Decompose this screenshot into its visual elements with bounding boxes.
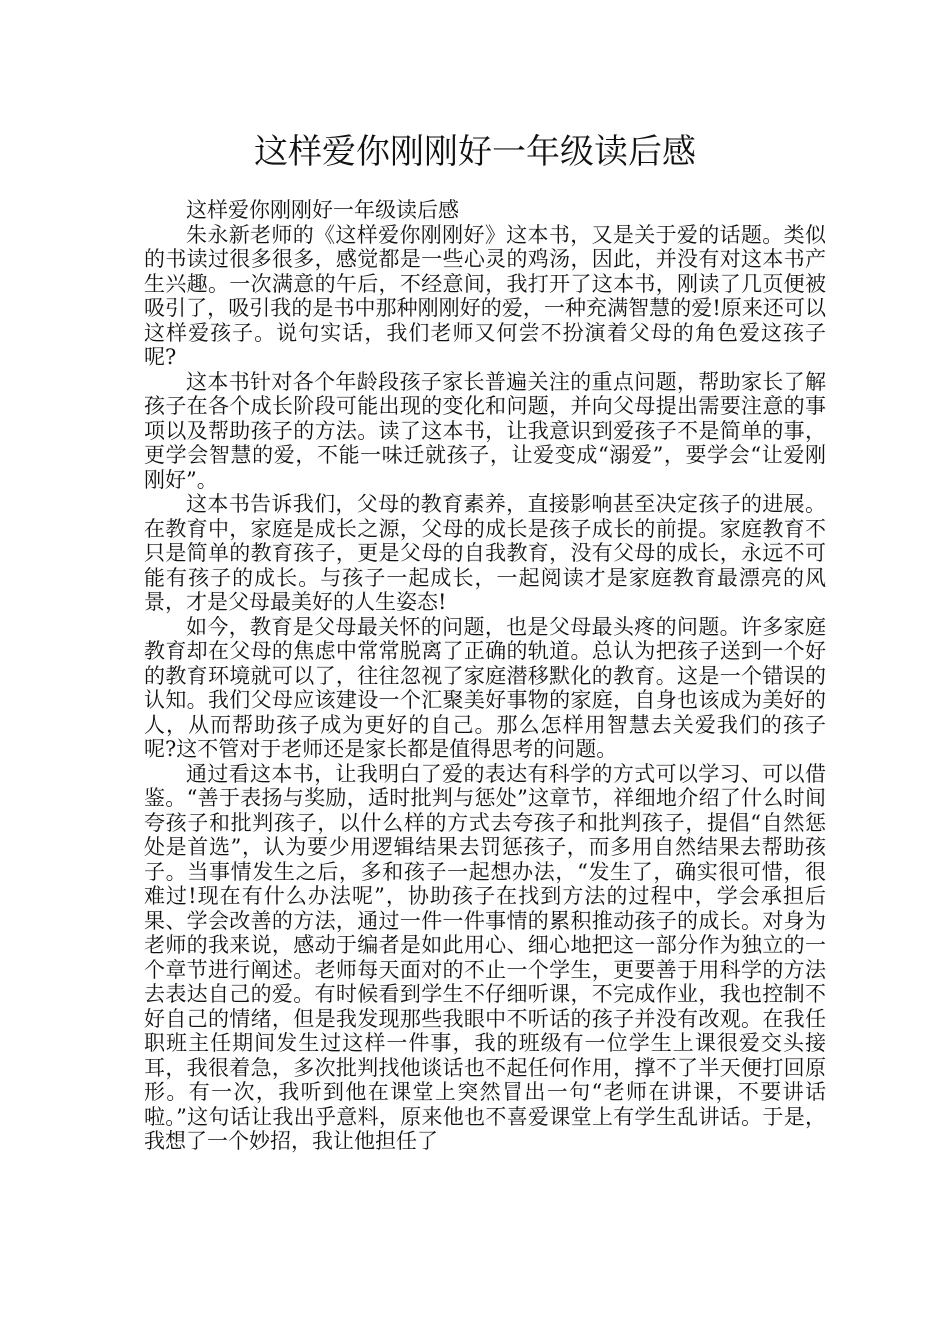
- body-paragraph: 朱永新老师的《这样爱你刚刚好》这本书，又是关于爱的话题。类似的书读过很多很多，感觉都是一些心灵的鸡汤，因此，并没有对这本书产生兴趣。一次满意的午后，不经意间，我打开了这本书，刚读了几页便被吸引了，吸引我的是书中那种刚刚好的爱，一种充满智慧的爱!原来还可以这样爱孩子。说句实话，我们老师又何尝不扮演着父母的角色爱这孩子呢?: [144, 222, 826, 369]
- document-title: 这样爱你刚刚好一年级读后感: [254, 132, 696, 172]
- body-paragraph: 如今，教育是父母最关怀的问题，也是父母最头疼的问题。许多家庭教育却在父母的焦虑中常常脱离了正确的轨道。总认为把孩子送到一个好的教育环境就可以了，往往忽视了家庭潜移默化的教育。这是一个错误的认知。我们父母应该建设一个汇聚美好事物的家庭，自身也该成为美好的人，从而帮助孩子成为更好的自己。那么怎样用智慧去关爱我们的孩子呢?这不管对于老师还是家长都是值得思考的问题。: [144, 614, 826, 761]
- body-paragraph: 这本书针对各个年龄段孩子家长普遍关注的重点问题，帮助家长了解孩子在各个成长阶段可能出现的变化和问题，并向父母提出需要注意的事项以及帮助孩子的方法。读了这本书，让我意识到爱孩子不是简单的事，更学会智慧的爱，不能一味迁就孩子，让爱变成“溺爱”，要学会“让爱刚刚好”。: [144, 369, 826, 492]
- body-paragraph: 这样爱你刚刚好一年级读后感: [186, 198, 459, 222]
- body-paragraph: 通过看这本书，让我明白了爱的表达有科学的方式可以学习、可以借鉴。“善于表扬与奖励，适时批判与惩处”这章节，祥细地介绍了什么时间夸孩子和批判孩子，以什么样的方式去夸孩子和批判孩子，提倡“自然惩处是首选”，认为要少用逻辑结果去罚惩孩子，而多用自然结果去帮助孩子。当事情发生之后，多和孩子一起想办法，“发生了，确实很可惜，很难过!现在有什么办法呢”，协助孩子在找到方法的过程中，学会承担后果、学会改善的方法，通过一件一件事情的累积推动孩子的成长。对身为老师的我来说，感动于编者是如此用心、细心地把这一部分作为独立的一个章节进行阐述。老师每天面对的不止一个学生，更要善于用科学的方法去表达自己的爱。有时候看到学生不仔细听课，不完成作业，我也控制不好自己的情绪，但是我发现那些我眼中不听话的孩子并没有改观。在我任职班主任期间发生过这样一件事，我的班级有一位学生上课很爱交头接耳，我很着急，多次批判找他谈话也不起任何作用，撑不了半天便打回原形。有一次，我听到他在课堂上突然冒出一句“老师在讲课，不要讲话啦。”这句话让我出乎意料，原来他也不喜爱课堂上有学生乱讲话。于是，我想了一个妙招，我让他担任了: [144, 761, 826, 1153]
- body-paragraph: 这本书告诉我们，父母的教育素养，直接影响甚至决定孩子的进展。在教育中，家庭是成长之源，父母的成长是孩子成长的前提。家庭教育不只是简单的教育孩子，更是父母的自我教育，没有父母的成长，永远不可能有孩子的成长。与孩子一起成长，一起阅读才是家庭教育最漂亮的风景，才是父母最美好的人生姿态!: [144, 492, 826, 614]
- document-body: [144, 198, 826, 1154]
